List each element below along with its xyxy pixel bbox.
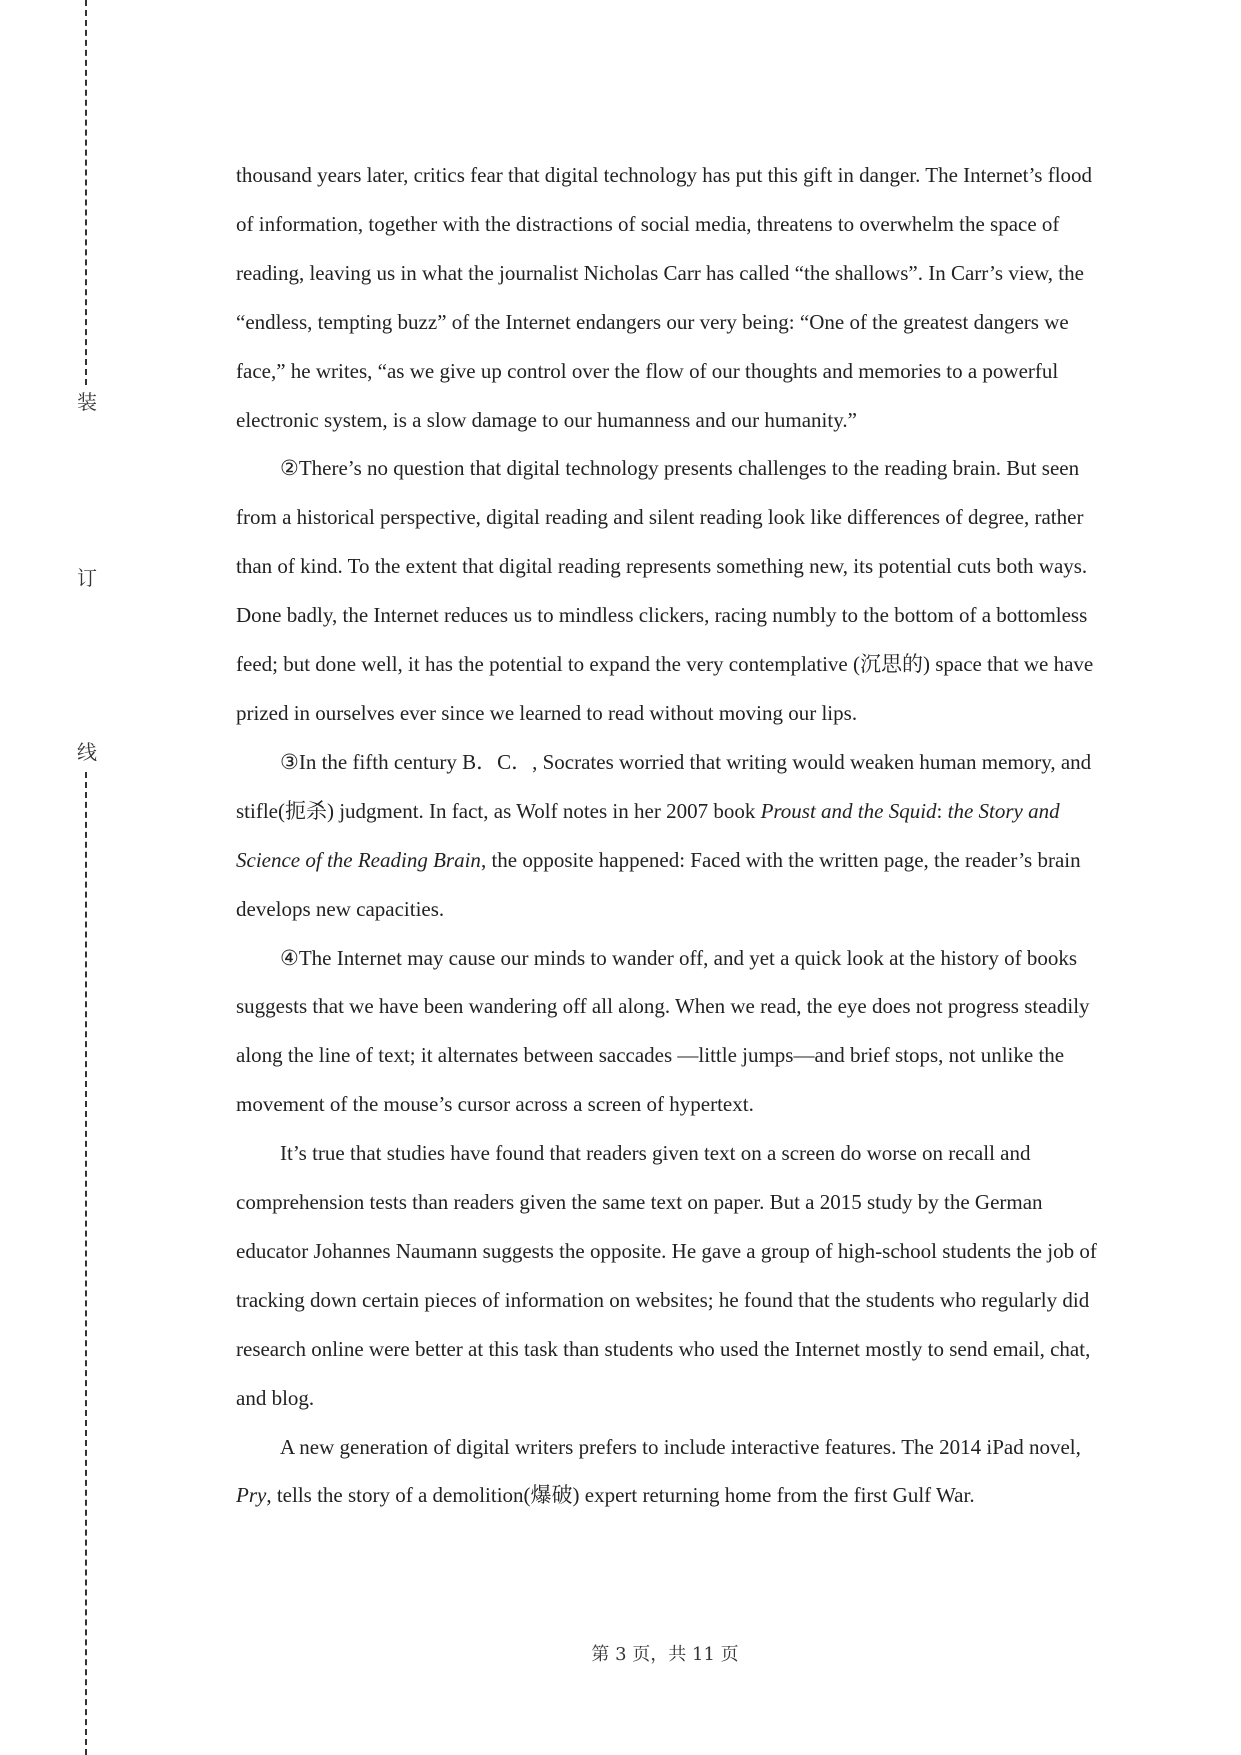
binding-char-ding: 订 — [77, 566, 97, 590]
binding-char-xian: 线 — [77, 740, 97, 764]
paragraph-6 — [236, 1423, 1106, 1521]
text-segment: ②There’s no question that digital technology presents challenges to the reading brain. But seen from a historical perspective, digital reading and silent reading look like differences of degree, rather than of kind. To the extent that digital reading represents something new, its potential cuts both ways. Done badly, the Internet reduces us to mindless clickers, racing numbly to the bottom of a bottomless feed; but done well, it has the potential to expand the very contemplative (沉思的) space that we have prized in ourselves ever since we learned to read without moving our lips. — [236, 456, 1094, 725]
text-segment: ④The Internet may cause our minds to wander off, and yet a quick look at the history of books suggests that we have been wandering off all along. When we read, the eye does not progress steadily along the line of text; it alternates between saccades —little jumps—and brief stops, not unlike the movement of the mouse’s cursor across a screen of hypertext. — [236, 945, 1090, 1117]
italic-title-segment: the Story and Science of the Reading Brain — [236, 798, 1060, 872]
text-segment: thousand years later, critics fear that digital technology has put this gift in danger. The Internet’s flood of information, together with the distractions of social media, threatens to overwhelm the space of reading, leaving us in what the journalist Nicholas Carr has called “the shallows”. In Carr’s view, the “endless, tempting buzz” of the Internet endangers our very being: “One of the greatest dangers we face,” he writes, “as we give up control over the flow of our thoughts and memories to a powerful electronic system, is a slow damage to our humanness and our humanity.” — [236, 163, 1093, 432]
paragraph-1 — [236, 151, 1106, 444]
text-segment: A new generation of digital writers prefers to include interactive features. The 2014 iPad novel, — [280, 1434, 1081, 1459]
text-segment: , tells the story of a demolition(爆破) expert returning home from the first Gulf War. — [266, 1483, 975, 1508]
passage-body — [236, 151, 1106, 1520]
paragraph-4 — [236, 934, 1106, 1130]
binding-dashed-line-top — [85, 0, 87, 385]
binding-char-zhuang: 装 — [77, 390, 97, 414]
binding-dashed-line-bottom — [85, 772, 87, 1755]
page-footer — [0, 1640, 1241, 1666]
paragraph-3 — [236, 738, 1106, 934]
text-segment: ③In the fifth century B．C．, Socrates worried that writing would weaken human memory, and stifle(扼杀) judgment. In fact, as Wolf notes in her 2007 book — [236, 749, 1092, 823]
text-segment: , the opposite happened: Faced with the written page, the reader’s brain develops new capacities. — [236, 847, 1081, 921]
paragraph-5 — [236, 1129, 1106, 1422]
text-segment: It’s true that studies have found that readers given text on a screen do worse on recall and comprehension tests than readers given the same text on paper. But a 2015 study by the German educator Johannes Naumann suggests the opposite. He gave a group of high-school students the job of tracking down certain pieces of information on websites; he found that the students who regularly did research online were better at this task than students who used the Internet mostly to send email, chat, and blog. — [236, 1141, 1097, 1410]
paragraph-2 — [236, 444, 1106, 737]
italic-title-segment: Pry — [236, 1483, 267, 1508]
page-number: 第 3 页，共 11 页 — [591, 1644, 739, 1665]
text-segment: : — [936, 798, 948, 823]
italic-title-segment: Proust and the Squid — [760, 798, 937, 823]
